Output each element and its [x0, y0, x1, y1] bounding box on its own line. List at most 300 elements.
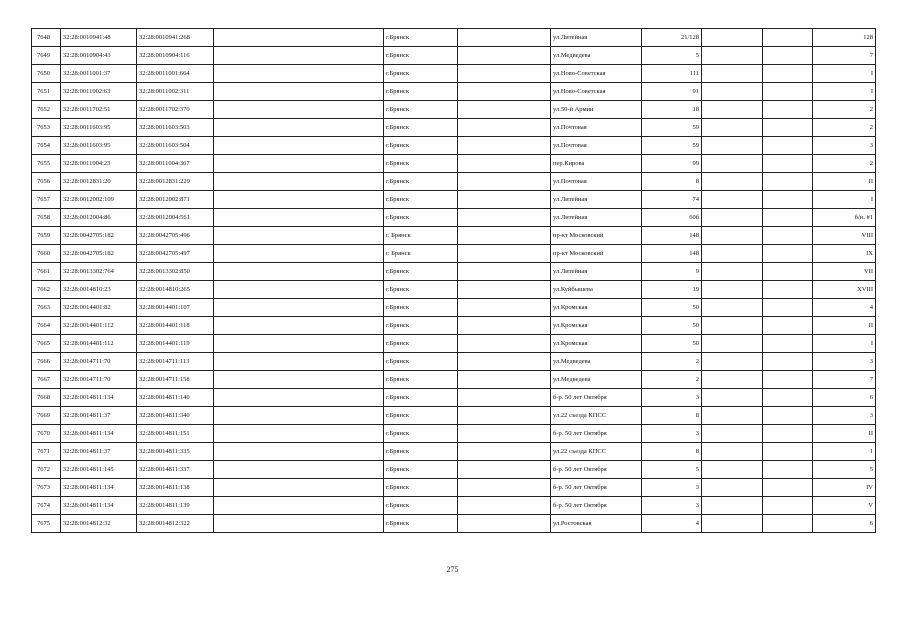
table-row	[32, 173, 876, 191]
city-cell: г.Брянск	[384, 389, 458, 407]
house-number-cell: 4	[642, 515, 702, 533]
blank-cell	[763, 335, 813, 353]
blank-cell	[763, 443, 813, 461]
table-row	[32, 65, 876, 83]
cadastral-number-cell: 32:28:0014401:118	[137, 317, 214, 335]
blank-cell	[763, 65, 813, 83]
cadastral-number-cell: 32:28:0014811:340	[137, 407, 214, 425]
cadastral-quarter-cell: 32:28:0011004:23	[61, 155, 137, 173]
house-number-cell: 18	[642, 101, 702, 119]
blank-cell	[214, 407, 384, 425]
cadastral-number-cell: 32:28:0014401:107	[137, 299, 214, 317]
blank-cell	[458, 209, 551, 227]
blank-cell	[763, 209, 813, 227]
blank-cell	[702, 119, 763, 137]
cadastral-quarter-cell: 32:28:0014711:70	[61, 353, 137, 371]
blank-cell	[214, 155, 384, 173]
row-number-cell: 7667	[32, 371, 61, 389]
cadastral-quarter-cell: 32:28:0014812:32	[61, 515, 137, 533]
blank-cell	[702, 29, 763, 47]
city-cell: г.Брянск	[384, 263, 458, 281]
cadastral-quarter-cell: 32:28:0014811:134	[61, 425, 137, 443]
row-number-cell: 7661	[32, 263, 61, 281]
row-number-cell: 7654	[32, 137, 61, 155]
blank-cell	[458, 407, 551, 425]
cadastral-quarter-cell: 32:28:0014811:134	[61, 389, 137, 407]
blank-cell	[214, 83, 384, 101]
row-number-cell: 7656	[32, 173, 61, 191]
row-number-cell: 7674	[32, 497, 61, 515]
page-number: 275	[446, 565, 459, 574]
apartment-cell: I	[813, 83, 876, 101]
cadastral-number-cell: 32:28:0014711:113	[137, 353, 214, 371]
city-cell: г.Брянск	[384, 155, 458, 173]
table-row	[32, 317, 876, 335]
cadastral-quarter-cell: 32:28:0014811:37	[61, 443, 137, 461]
blank-cell	[214, 443, 384, 461]
blank-cell	[702, 245, 763, 263]
street-cell: ул.Кромская	[551, 299, 642, 317]
cadastral-quarter-cell: 32:28:0011603:95	[61, 119, 137, 137]
table-row	[32, 155, 876, 173]
table-row	[32, 443, 876, 461]
table-row	[32, 245, 876, 263]
cadastral-quarter-cell: 32:28:0014811:145	[61, 461, 137, 479]
registry-table-body	[32, 29, 876, 533]
table-row	[32, 47, 876, 65]
blank-cell	[214, 281, 384, 299]
city-cell: г.Брянск	[384, 461, 458, 479]
street-cell: ул.Почтовая	[551, 119, 642, 137]
blank-cell	[702, 479, 763, 497]
blank-cell	[763, 119, 813, 137]
blank-cell	[763, 29, 813, 47]
cadastral-number-cell: 32:28:0011001:664	[137, 65, 214, 83]
street-cell: ул.Медведева	[551, 371, 642, 389]
blank-cell	[458, 443, 551, 461]
cadastral-number-cell: 32:28:0011004:367	[137, 155, 214, 173]
blank-cell	[702, 389, 763, 407]
blank-cell	[458, 83, 551, 101]
house-number-cell: 3	[642, 389, 702, 407]
blank-cell	[458, 497, 551, 515]
cadastral-number-cell: 32:28:0012831:229	[137, 173, 214, 191]
cadastral-quarter-cell: 32:28:0012831:20	[61, 173, 137, 191]
blank-cell	[763, 353, 813, 371]
city-cell: г. Брянск	[384, 245, 458, 263]
row-number-cell: 7672	[32, 461, 61, 479]
table-row	[32, 389, 876, 407]
blank-cell	[702, 173, 763, 191]
house-number-cell: 9	[642, 263, 702, 281]
cadastral-quarter-cell: 32:28:0010904:43	[61, 47, 137, 65]
table-row	[32, 137, 876, 155]
apartment-cell: I	[813, 65, 876, 83]
house-number-cell: 2	[642, 353, 702, 371]
blank-cell	[763, 137, 813, 155]
apartment-cell: 2	[813, 101, 876, 119]
apartment-cell: I	[813, 335, 876, 353]
row-number-cell: 7658	[32, 209, 61, 227]
apartment-cell: 6	[813, 515, 876, 533]
blank-cell	[702, 65, 763, 83]
apartment-cell: 7	[813, 371, 876, 389]
row-number-cell: 7652	[32, 101, 61, 119]
apartment-cell: VIII	[813, 227, 876, 245]
house-number-cell: 2	[642, 371, 702, 389]
row-number-cell: 7669	[32, 407, 61, 425]
city-cell: г. Брянск	[384, 227, 458, 245]
street-cell: б-р. 50 лет Октября	[551, 479, 642, 497]
apartment-cell: VII	[813, 263, 876, 281]
street-cell: ул.Медведева	[551, 353, 642, 371]
blank-cell	[214, 245, 384, 263]
city-cell: г.Брянск	[384, 83, 458, 101]
row-number-cell: 7675	[32, 515, 61, 533]
apartment-cell: б/н. #1	[813, 209, 876, 227]
apartment-cell: II	[813, 317, 876, 335]
blank-cell	[458, 281, 551, 299]
street-cell: ул.Ново-Советская	[551, 83, 642, 101]
cadastral-quarter-cell: 32:28:0011002:63	[61, 83, 137, 101]
table-row	[32, 407, 876, 425]
apartment-cell: 3	[813, 137, 876, 155]
street-cell: ул.22 съезда КПСС	[551, 407, 642, 425]
blank-cell	[458, 191, 551, 209]
row-number-cell: 7649	[32, 47, 61, 65]
apartment-cell: 1	[813, 443, 876, 461]
cadastral-quarter-cell: 32:28:0014711:70	[61, 371, 137, 389]
city-cell: г.Брянск	[384, 191, 458, 209]
table-row	[32, 29, 876, 47]
blank-cell	[763, 425, 813, 443]
cadastral-number-cell: 32:28:0014810:265	[137, 281, 214, 299]
blank-cell	[214, 101, 384, 119]
blank-cell	[458, 389, 551, 407]
house-number-cell: 21/128	[642, 29, 702, 47]
city-cell: г.Брянск	[384, 137, 458, 155]
house-number-cell: 8	[642, 173, 702, 191]
blank-cell	[702, 353, 763, 371]
row-number-cell: 7655	[32, 155, 61, 173]
house-number-cell: 60б	[642, 209, 702, 227]
street-cell: б-р. 50 лет Октября	[551, 425, 642, 443]
table-row	[32, 515, 876, 533]
blank-cell	[214, 65, 384, 83]
street-cell: ул.Почтовая	[551, 137, 642, 155]
apartment-cell: 6	[813, 389, 876, 407]
blank-cell	[214, 137, 384, 155]
table-row	[32, 497, 876, 515]
row-number-cell: 7653	[32, 119, 61, 137]
blank-cell	[763, 299, 813, 317]
street-cell: ул.Кромская	[551, 335, 642, 353]
blank-cell	[458, 173, 551, 191]
row-number-cell: 7671	[32, 443, 61, 461]
cadastral-number-cell: 32:28:0011603:503	[137, 119, 214, 137]
city-cell: г.Брянск	[384, 497, 458, 515]
street-cell: ул.Литейная	[551, 29, 642, 47]
house-number-cell: 148	[642, 227, 702, 245]
cadastral-quarter-cell: 32:28:0014811:134	[61, 497, 137, 515]
blank-cell	[702, 371, 763, 389]
blank-cell	[763, 497, 813, 515]
table-row	[32, 479, 876, 497]
blank-cell	[214, 191, 384, 209]
blank-cell	[458, 155, 551, 173]
cadastral-quarter-cell: 32:28:0012002:109	[61, 191, 137, 209]
blank-cell	[702, 425, 763, 443]
apartment-cell: II	[813, 173, 876, 191]
blank-cell	[763, 317, 813, 335]
cadastral-quarter-cell: 32:28:0042705:182	[61, 227, 137, 245]
blank-cell	[458, 137, 551, 155]
city-cell: г.Брянск	[384, 479, 458, 497]
cadastral-number-cell: 32:28:0014811:140	[137, 389, 214, 407]
city-cell: г.Брянск	[384, 65, 458, 83]
blank-cell	[702, 281, 763, 299]
blank-cell	[763, 83, 813, 101]
street-cell: ул.Литейная	[551, 263, 642, 281]
table-row	[32, 83, 876, 101]
street-cell: ул.Кромская	[551, 317, 642, 335]
blank-cell	[702, 101, 763, 119]
house-number-cell: 50	[642, 317, 702, 335]
table-row	[32, 209, 876, 227]
apartment-cell: V	[813, 497, 876, 515]
apartment-cell: 3	[813, 353, 876, 371]
blank-cell	[702, 263, 763, 281]
city-cell: г.Брянск	[384, 407, 458, 425]
blank-cell	[214, 461, 384, 479]
row-number-cell: 7657	[32, 191, 61, 209]
blank-cell	[702, 443, 763, 461]
blank-cell	[214, 227, 384, 245]
city-cell: г.Брянск	[384, 29, 458, 47]
blank-cell	[214, 497, 384, 515]
city-cell: г.Брянск	[384, 47, 458, 65]
blank-cell	[763, 371, 813, 389]
blank-cell	[214, 47, 384, 65]
cadastral-quarter-cell: 32:28:0014810:23	[61, 281, 137, 299]
blank-cell	[702, 515, 763, 533]
table-row	[32, 335, 876, 353]
blank-cell	[763, 101, 813, 119]
blank-cell	[214, 317, 384, 335]
cadastral-quarter-cell: 32:28:0012004:86	[61, 209, 137, 227]
row-number-cell: 7662	[32, 281, 61, 299]
city-cell: г.Брянск	[384, 119, 458, 137]
apartment-cell: II	[813, 425, 876, 443]
house-number-cell: 74	[642, 191, 702, 209]
blank-cell	[763, 173, 813, 191]
street-cell: ул.Литейная	[551, 191, 642, 209]
blank-cell	[214, 425, 384, 443]
city-cell: г.Брянск	[384, 209, 458, 227]
cadastral-quarter-cell: 32:28:0013302:764	[61, 263, 137, 281]
table-row	[32, 371, 876, 389]
blank-cell	[458, 65, 551, 83]
blank-cell	[458, 47, 551, 65]
cadastral-number-cell: 32:28:0042705:496	[137, 227, 214, 245]
apartment-cell: IX	[813, 245, 876, 263]
cadastral-quarter-cell: 32:28:0014811:134	[61, 479, 137, 497]
cadastral-number-cell: 32:28:0014711:158	[137, 371, 214, 389]
blank-cell	[702, 335, 763, 353]
house-number-cell: 8	[642, 407, 702, 425]
apartment-cell: I	[813, 191, 876, 209]
house-number-cell: 91	[642, 83, 702, 101]
street-cell: ул.Ростовская	[551, 515, 642, 533]
cadastral-quarter-cell: 32:28:0011702:51	[61, 101, 137, 119]
cadastral-quarter-cell: 32:28:0014811:37	[61, 407, 137, 425]
cadastral-number-cell: 32:28:0014812:322	[137, 515, 214, 533]
cadastral-number-cell: 32:28:0012002:871	[137, 191, 214, 209]
city-cell: г.Брянск	[384, 425, 458, 443]
house-number-cell: 50	[642, 299, 702, 317]
house-number-cell: 59	[642, 137, 702, 155]
blank-cell	[214, 515, 384, 533]
blank-cell	[458, 227, 551, 245]
blank-cell	[702, 461, 763, 479]
blank-cell	[458, 263, 551, 281]
city-cell: г.Брянск	[384, 335, 458, 353]
blank-cell	[458, 335, 551, 353]
blank-cell	[702, 497, 763, 515]
cadastral-number-cell: 32:28:0011002:311	[137, 83, 214, 101]
table-row	[32, 425, 876, 443]
house-number-cell: 50	[642, 335, 702, 353]
blank-cell	[458, 353, 551, 371]
row-number-cell: 7670	[32, 425, 61, 443]
house-number-cell: 59	[642, 119, 702, 137]
blank-cell	[702, 407, 763, 425]
apartment-cell: XVIII	[813, 281, 876, 299]
blank-cell	[458, 317, 551, 335]
blank-cell	[763, 155, 813, 173]
cadastral-number-cell: 32:28:0014811:139	[137, 497, 214, 515]
apartment-cell: 4	[813, 299, 876, 317]
row-number-cell: 7664	[32, 317, 61, 335]
table-row	[32, 299, 876, 317]
blank-cell	[702, 317, 763, 335]
blank-cell	[458, 29, 551, 47]
street-cell: б-р. 50 лет Октября	[551, 389, 642, 407]
blank-cell	[763, 227, 813, 245]
blank-cell	[763, 47, 813, 65]
street-cell: ул.22 съезда КПСС	[551, 443, 642, 461]
blank-cell	[214, 479, 384, 497]
row-number-cell: 7659	[32, 227, 61, 245]
row-number-cell: 7651	[32, 83, 61, 101]
table-row	[32, 191, 876, 209]
cadastral-number-cell: 32:28:0014811:337	[137, 461, 214, 479]
blank-cell	[214, 335, 384, 353]
house-number-cell: 148	[642, 245, 702, 263]
house-number-cell: 99	[642, 155, 702, 173]
cadastral-number-cell: 32:28:0010941:268	[137, 29, 214, 47]
city-cell: г.Брянск	[384, 353, 458, 371]
table-row	[32, 353, 876, 371]
city-cell: г.Брянск	[384, 371, 458, 389]
house-number-cell: 19	[642, 281, 702, 299]
blank-cell	[702, 299, 763, 317]
street-cell: пер.Кирова	[551, 155, 642, 173]
table-row	[32, 101, 876, 119]
blank-cell	[702, 155, 763, 173]
blank-cell	[702, 47, 763, 65]
cadastral-number-cell: 32:28:0014401:119	[137, 335, 214, 353]
street-cell: ул.Ново-Советская	[551, 65, 642, 83]
blank-cell	[763, 515, 813, 533]
cadastral-number-cell: 32:28:0011603:504	[137, 137, 214, 155]
apartment-cell: IV	[813, 479, 876, 497]
street-cell: ул.Литейная	[551, 209, 642, 227]
street-cell: ул.Медведева	[551, 47, 642, 65]
blank-cell	[214, 371, 384, 389]
blank-cell	[458, 119, 551, 137]
table-row	[32, 227, 876, 245]
apartment-cell: 2	[813, 155, 876, 173]
cadastral-quarter-cell: 32:28:0014401:112	[61, 317, 137, 335]
cadastral-quarter-cell: 32:28:0014401:82	[61, 299, 137, 317]
table-row	[32, 263, 876, 281]
blank-cell	[214, 119, 384, 137]
city-cell: г.Брянск	[384, 173, 458, 191]
house-number-cell: 3	[642, 497, 702, 515]
cadastral-number-cell: 32:28:0042705:497	[137, 245, 214, 263]
cadastral-quarter-cell: 32:28:0042705:182	[61, 245, 137, 263]
cadastral-number-cell: 32:28:0013302:850	[137, 263, 214, 281]
city-cell: г.Брянск	[384, 317, 458, 335]
cadastral-number-cell: 32:28:0012004:561	[137, 209, 214, 227]
cadastral-number-cell: 32:28:0014811:335	[137, 443, 214, 461]
house-number-cell: 3	[642, 425, 702, 443]
house-number-cell: 8	[642, 443, 702, 461]
blank-cell	[458, 371, 551, 389]
blank-cell	[763, 461, 813, 479]
apartment-cell: 2	[813, 119, 876, 137]
house-number-cell: 111	[642, 65, 702, 83]
house-number-cell: 5	[642, 461, 702, 479]
blank-cell	[458, 425, 551, 443]
apartment-cell: 7	[813, 47, 876, 65]
city-cell: г.Брянск	[384, 299, 458, 317]
street-cell: б-р. 50 лет Октября	[551, 497, 642, 515]
row-number-cell: 7660	[32, 245, 61, 263]
table-row	[32, 281, 876, 299]
blank-cell	[763, 281, 813, 299]
blank-cell	[458, 479, 551, 497]
cadastral-number-cell: 32:28:0010904:116	[137, 47, 214, 65]
cadastral-number-cell: 32:28:0011702:370	[137, 101, 214, 119]
blank-cell	[763, 389, 813, 407]
row-number-cell: 7665	[32, 335, 61, 353]
street-cell: ул.50-й Армии	[551, 101, 642, 119]
city-cell: г.Брянск	[384, 443, 458, 461]
row-number-cell: 7650	[32, 65, 61, 83]
street-cell: пр-кт Московский	[551, 227, 642, 245]
cadastral-quarter-cell: 32:28:0011603:95	[61, 137, 137, 155]
city-cell: г.Брянск	[384, 515, 458, 533]
row-number-cell: 7668	[32, 389, 61, 407]
blank-cell	[458, 299, 551, 317]
blank-cell	[702, 209, 763, 227]
apartment-cell: 3	[813, 407, 876, 425]
cadastral-quarter-cell: 32:28:0010941:48	[61, 29, 137, 47]
cadastral-quarter-cell: 32:28:0011001:37	[61, 65, 137, 83]
blank-cell	[763, 191, 813, 209]
